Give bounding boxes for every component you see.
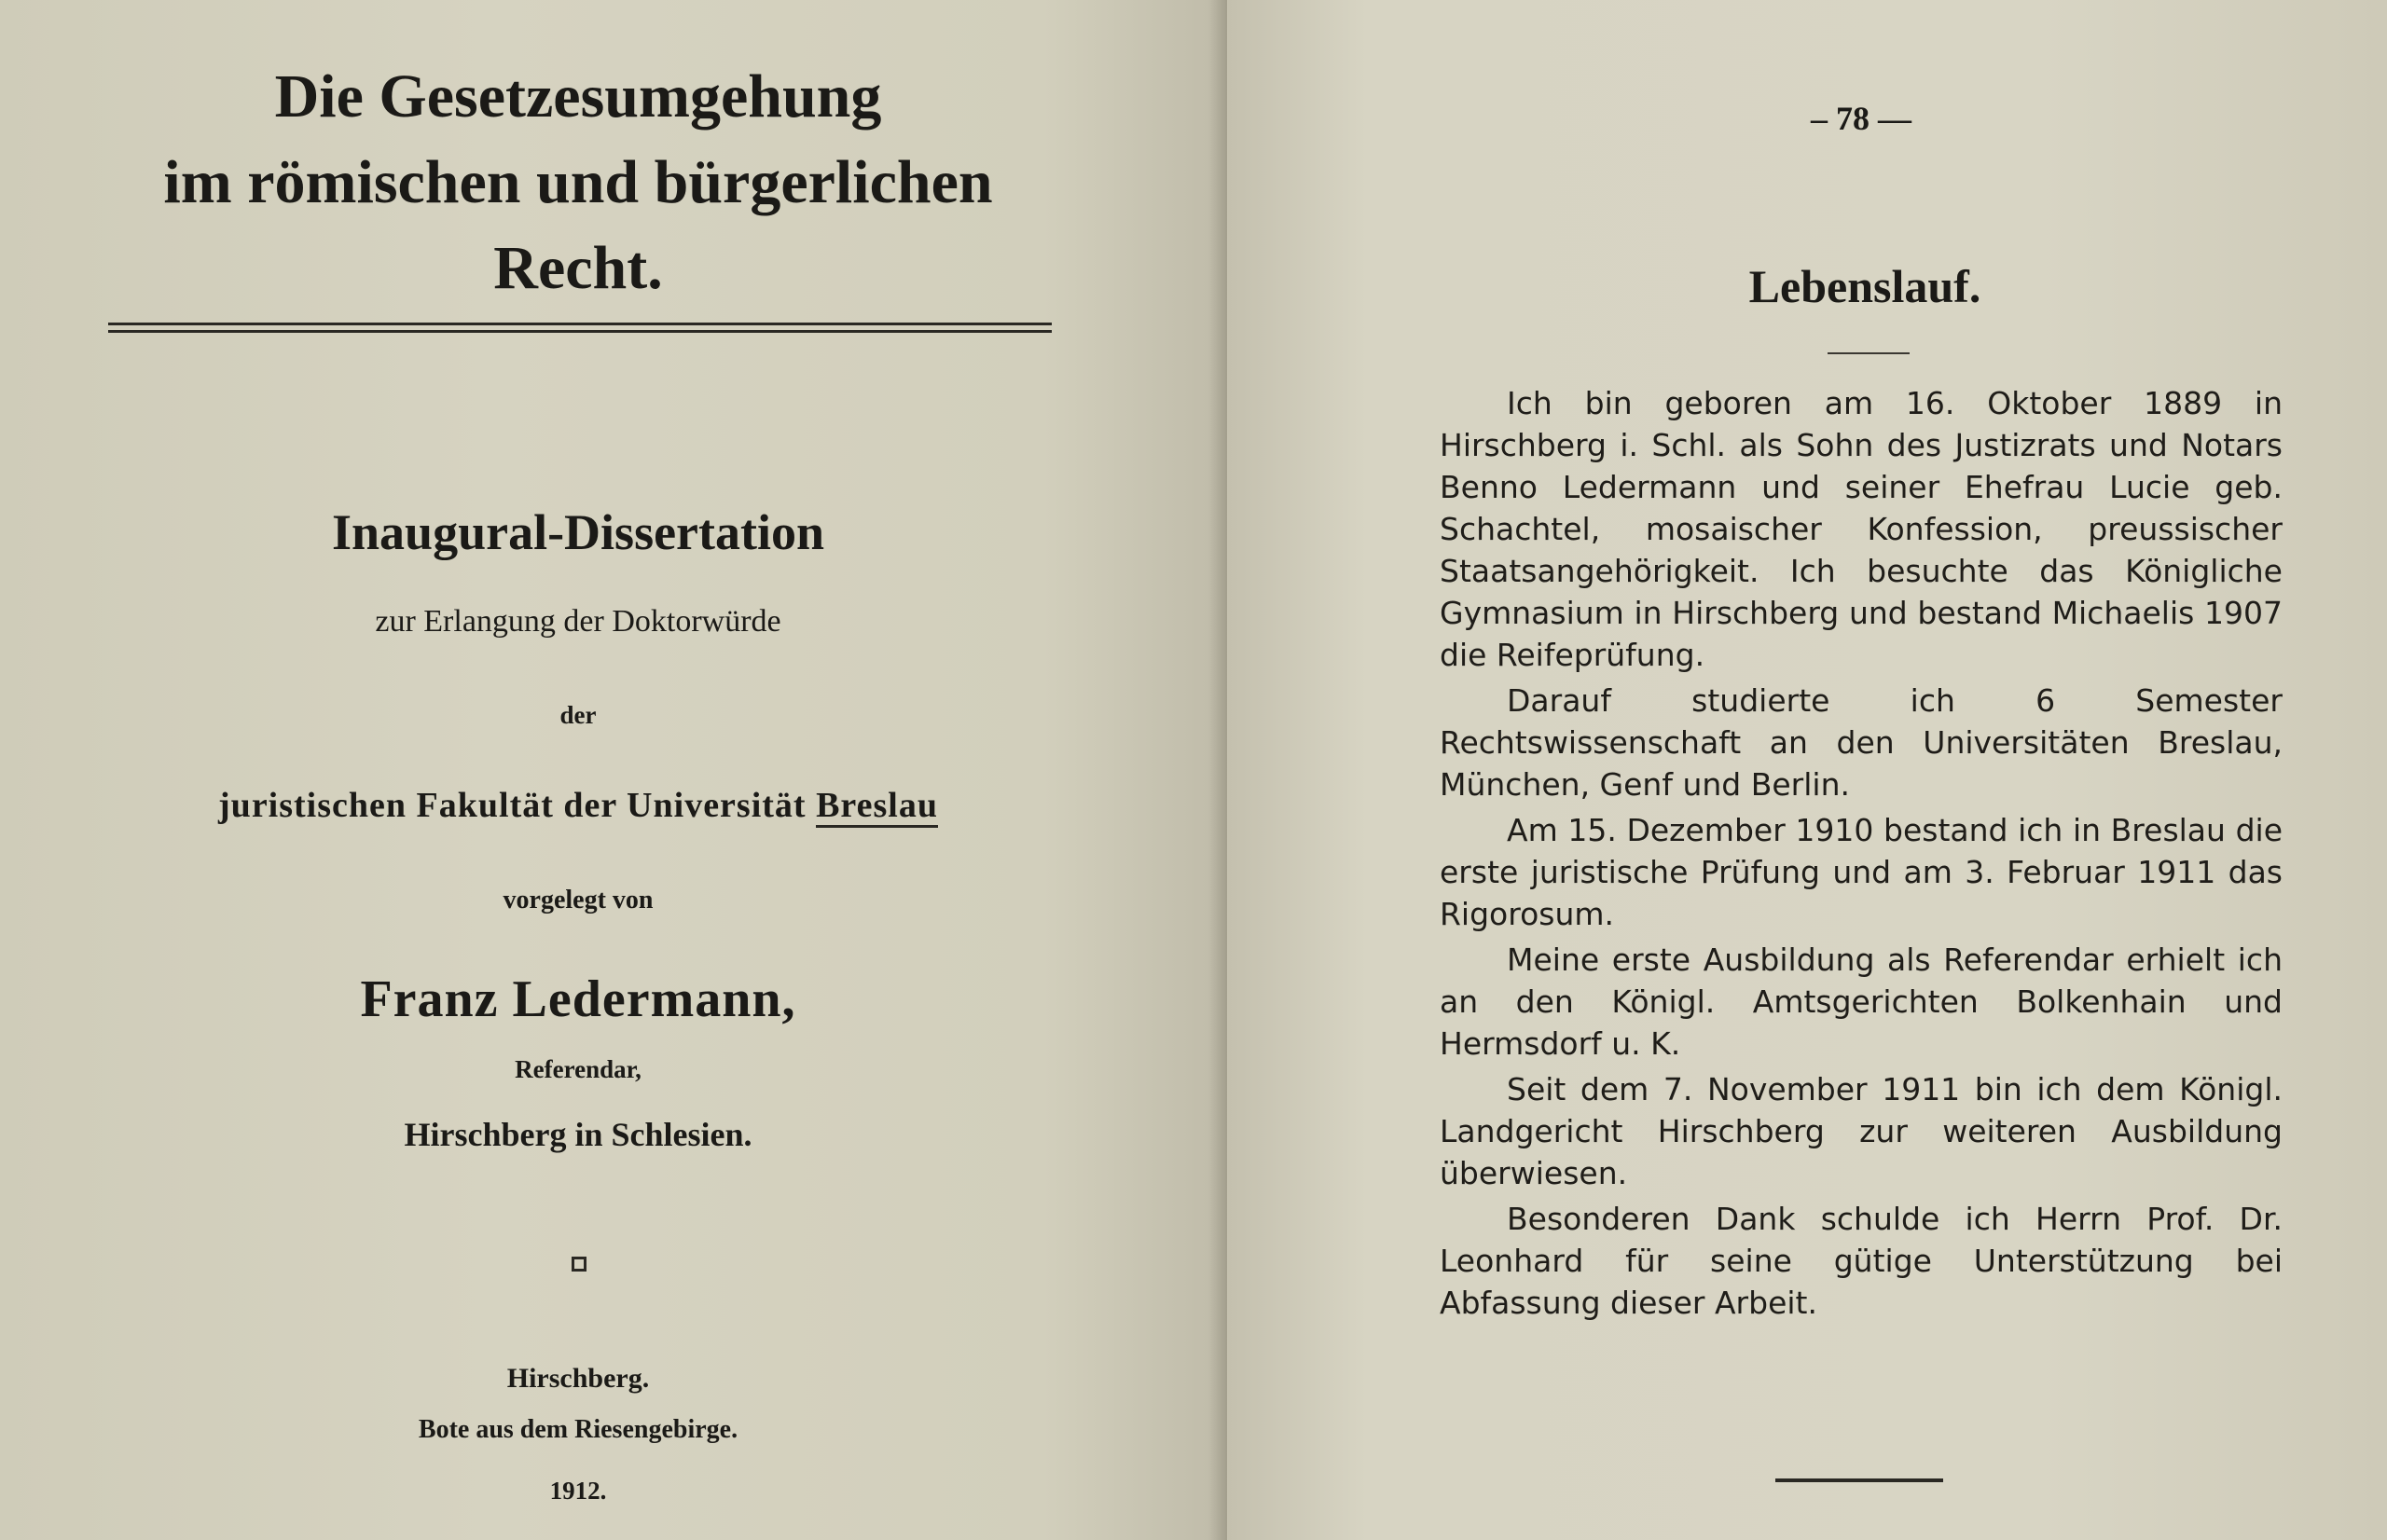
- der-line: der: [559, 701, 597, 729]
- page-number: – 78 —: [1811, 100, 1911, 137]
- title-line-2: im römischen und bürgerlichen: [163, 148, 993, 216]
- end-rule: [1775, 1478, 1943, 1482]
- author-role: Referendar,: [515, 1055, 642, 1083]
- author-place: Hirschberg in Schlesien.: [404, 1116, 752, 1153]
- title-line-3: Recht.: [493, 234, 663, 302]
- bio-paragraph-6: Besonderen Dank schulde ich Herrn Prof. Dr. Leonhard für seine gütige Unterstützung bei Abfassung dieser Arbeit.: [1440, 1201, 2283, 1321]
- faculty-city: Breslau: [816, 786, 938, 828]
- bio-paragraph-2: Darauf studierte ich 6 Semester Rechtswissenschaft an den Universitäten Breslau, München, Genf und Berlin.: [1440, 682, 2283, 803]
- imprint-year: 1912.: [549, 1477, 607, 1505]
- title-rule-bottom: [108, 330, 1052, 333]
- book-title: [0, 54, 1156, 311]
- biography-text: [1440, 382, 2283, 1327]
- faculty-line: [0, 785, 1156, 826]
- dissertation-title: Inaugural-Dissertation: [331, 504, 825, 560]
- bio-paragraph-5: Seit dem 7. November 1911 bin ich dem Königl. Landgericht Hirschberg zur weiteren Ausbildung überwiesen.: [1440, 1071, 2283, 1191]
- bio-paragraph-1: Ich bin geboren am 16. Oktober 1889 in Hirschberg i. Schl. als Sohn des Justizrats und Notars Benno Ledermann und seiner Ehefrau Lucie geb. Schachtel, mosaischer Konfession, preussischer Staatsangehörigkeit. Ich besuchte das Königliche Gymnasium in Hirschberg und bestand Michaelis 1907 die Reifeprüfung.: [1440, 385, 2283, 673]
- bio-paragraph-4: Meine erste Ausbildung als Referendar erhielt ich an den Königl. Amtsgerichten Bolkenhain und Hermsdorf u. K.: [1440, 942, 2283, 1062]
- title-line-1: Die Gesetzesumgehung: [274, 62, 882, 131]
- imprint-place: Hirschberg.: [506, 1363, 650, 1394]
- presented-by: vorgelegt von: [503, 886, 654, 914]
- square-ornament-icon: [572, 1257, 586, 1272]
- purpose-line: zur Erlangung der Doktorwürde: [375, 604, 781, 639]
- imprint-publisher: Bote aus dem Riesengebirge.: [418, 1415, 738, 1444]
- heading-rule: [1828, 352, 1910, 354]
- author-name: Franz Ledermann,: [360, 970, 796, 1028]
- bio-paragraph-3: Am 15. Dezember 1910 bestand ich in Breslau die erste juristische Prüfung und am 3. Februar 1911 das Rigorosum.: [1440, 812, 2283, 932]
- title-rule-top: [108, 323, 1052, 325]
- lebenslauf-heading: Lebenslauf.: [1748, 260, 1981, 312]
- faculty-text: juristischen Fakultät der Universität: [218, 786, 807, 825]
